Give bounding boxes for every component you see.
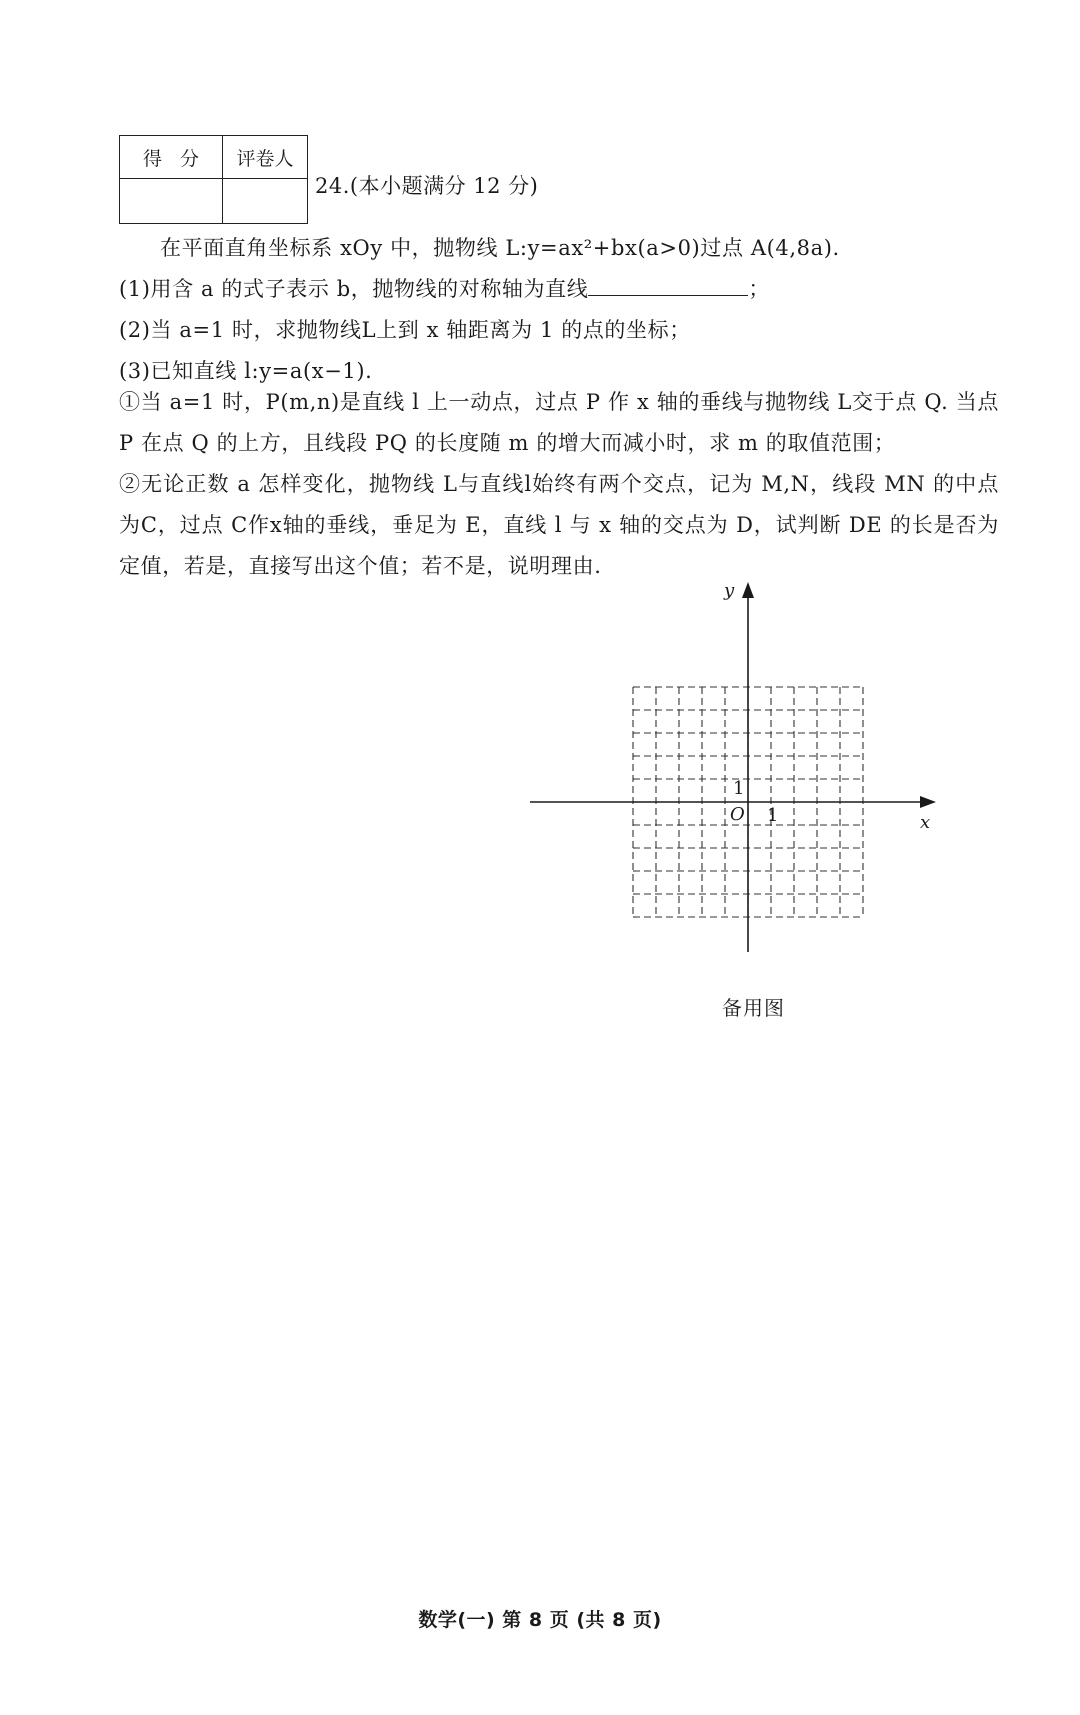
score-cell[interactable]	[120, 179, 223, 224]
graph-caption: 备用图	[722, 996, 785, 1020]
sub-question-1: ①当 a=1 时，P(m,n)是直线 l 上一动点，过点 P 作 x 轴的垂线与抛物线 L交于点 Q. 当点 P 在点 Q 的上方，且线段 PQ 的长度随 m 的增大而减小时，求 m 的取值范围；	[119, 390, 999, 455]
answer-blank[interactable]	[588, 277, 748, 296]
score-table	[119, 135, 308, 224]
origin-label: O	[730, 804, 745, 825]
x-unit-label: 1	[767, 805, 779, 826]
grader-cell[interactable]	[223, 179, 308, 224]
question-intro: 在平面直角坐标系 xOy 中，抛物线 L:y=ax²+bx(a>0)过点 A(4,8a).	[160, 236, 840, 260]
question-title: 24.(本小题满分 12 分)	[315, 174, 539, 198]
page-footer: 数学(一) 第 8 页 (共 8 页)	[418, 1609, 662, 1631]
score-header: 得分	[120, 136, 223, 179]
x-axis-arrow-icon	[920, 796, 936, 808]
coordinate-grid-figure	[560, 580, 960, 1002]
sub-question-2: ②无论正数 a 怎样变化，抛物线 L与直线l始终有两个交点，记为 M,N，线段 MN 的中点为C，过点 C作x轴的垂线，垂足为 E，直线 l 与 x 轴的交点为 D，试判断 DE 的长是否为定值，若是，直接写出这个值；若不是，说明理由.	[119, 472, 999, 578]
part-1-end: ；	[748, 277, 770, 301]
grader-header: 评卷人	[223, 136, 308, 179]
part-1	[119, 273, 999, 303]
part-2: (2)当 a=1 时，求抛物线L上到 x 轴距离为 1 的点的坐标；	[119, 318, 691, 342]
y-axis-label: y	[724, 580, 735, 601]
x-axis-label: x	[920, 812, 931, 833]
part-3: (3)已知直线 l:y=a(x−1).	[119, 359, 373, 383]
coordinate-grid	[560, 580, 960, 1002]
y-unit-label: 1	[733, 778, 745, 799]
part-1-text: (1)用含 a 的式子表示 b，抛物线的对称轴为直线	[119, 277, 589, 301]
